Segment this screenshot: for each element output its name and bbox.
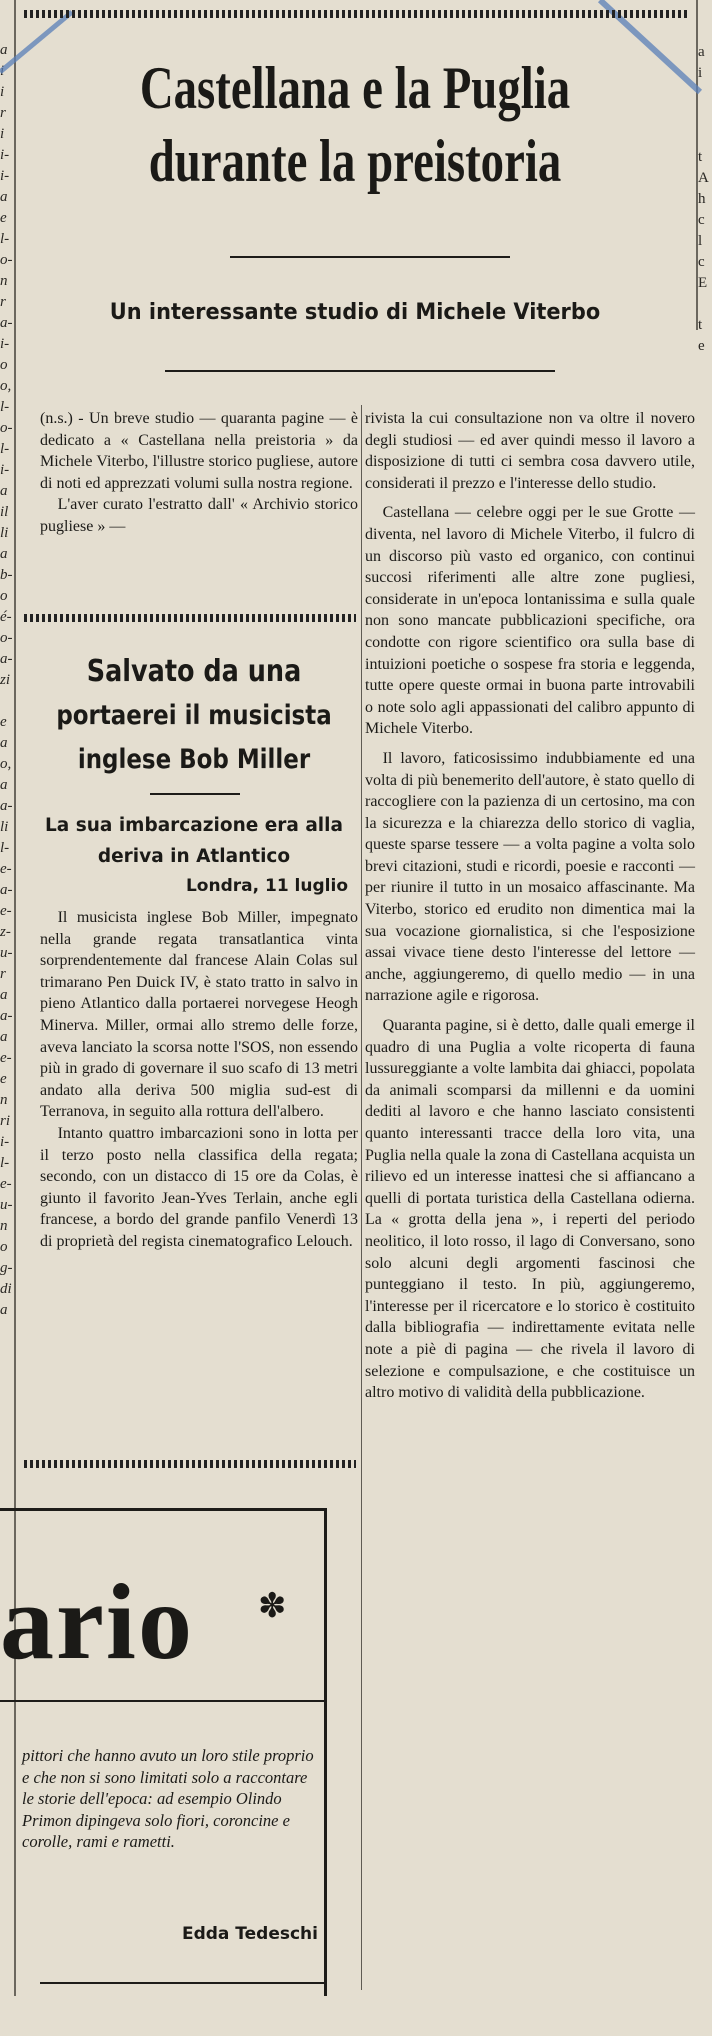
story-paragraph: Intanto quattro imbarcazioni sono in lotta per il terzo posto nella classifica della regata; secondo, con un distacco di 15 ore da Colas, è giunto il favorito Jean-Yves Terlain, anche egli francese, a bordo del grande panfilo Venerdì 13 di proprietà del regista cinematografico Lelouch.: [40, 1124, 358, 1250]
article-right-column: [365, 408, 695, 1404]
story-headline-line: inglese Bob Miller: [77, 744, 311, 775]
margin-fragment: t: [698, 317, 703, 333]
margin-fragment: zi: [0, 672, 11, 688]
margin-fragment: c: [698, 254, 705, 270]
margin-fragment: i-: [0, 1134, 10, 1150]
margin-fragment: a-: [0, 798, 12, 814]
margin-fragment: e: [0, 210, 7, 226]
margin-fragment: h: [698, 191, 706, 207]
margin-fragment: ri: [0, 1113, 11, 1129]
intro-paragraph: L'aver curato l'estratto dall' « Archivio storico pugliese » —: [40, 496, 358, 535]
margin-fragment: li: [0, 819, 9, 835]
margin-fragment: il: [0, 504, 9, 520]
box-author: Edda Tedeschi: [181, 1924, 318, 1944]
margin-fragment: o: [0, 357, 8, 373]
story-headline-line: portaerei il musicista: [56, 700, 332, 731]
margin-fragment: o: [0, 588, 8, 604]
margin-fragment: o,: [0, 756, 12, 772]
margin-fragment: i: [698, 65, 703, 81]
margin-fragment: r: [0, 294, 6, 310]
margin-fragment: l-: [0, 399, 10, 415]
margin-fragment: a: [0, 1029, 8, 1045]
margin-fragment: e-: [0, 903, 12, 919]
margin-fragment: e: [0, 1071, 7, 1087]
margin-fragment: a: [0, 189, 8, 205]
headline-rule: [230, 256, 510, 258]
margin-fragment: a: [0, 987, 8, 1003]
margin-fragment: b-: [0, 567, 12, 583]
column-divider: [361, 405, 362, 1990]
body-paragraph: Castellana — celebre oggi per le sue Grotte — diventa, nel lavoro di Michele Viterbo, il fulcro di un discorso più vasto ed organico, con continui succosi riferimenti alle altre zone pugliesi, considerate in un'epoca lontanissima e sulla quale non sono mancate pubblicazioni specifiche, ora condotte con rigore scientifico ora sulla base di intuizioni poetiche o sospese fra storia e leggenda, tutte opere queste ormai in buona parte introvabili o note solo agli appassionati del calibro appunto di Michele Viterbo.: [365, 504, 695, 738]
margin-fragment: u-: [0, 945, 12, 961]
margin-fragment: a: [0, 546, 8, 562]
box-right-border: [324, 1508, 327, 1996]
margin-fragment: i-: [0, 147, 10, 163]
margin-fragment: E: [698, 275, 708, 291]
margin-fragment: i: [0, 63, 5, 79]
article-subhead: Un interessante studio di Michele Viterbo: [109, 300, 601, 325]
margin-fragment: a: [0, 483, 8, 499]
intro-column: [40, 408, 358, 538]
margin-fragment: e-: [0, 861, 12, 877]
margin-fragment: o-: [0, 630, 12, 646]
margin-fragment: l-: [0, 840, 10, 856]
margin-fragment: n: [0, 1218, 8, 1234]
story-dateline: Londra, 11 luglio: [185, 876, 348, 896]
margin-fragment: [698, 294, 712, 315]
margin-fragment: a-: [0, 651, 12, 667]
story-column: [40, 907, 358, 1253]
margin-fragment: e: [0, 714, 7, 730]
margin-fragment: c: [698, 212, 705, 228]
margin-fragment: e: [698, 338, 705, 354]
left-column-rule: [14, 0, 16, 1996]
margin-fragment: e-: [0, 1050, 12, 1066]
box-title-fragment: ario: [0, 1563, 194, 1682]
margin-fragment: di: [0, 1281, 12, 1297]
article-headline: Castellana e la Puglia durante la preistoria: [139, 55, 571, 194]
margin-fragment: a-: [0, 315, 12, 331]
margin-fragment: l-: [0, 441, 10, 457]
subhead-rule: [165, 370, 555, 372]
margin-fragment: u-: [0, 1197, 12, 1213]
margin-fragment: o,: [0, 378, 12, 394]
margin-fragment: li: [0, 525, 9, 541]
margin-fragment: i: [0, 126, 5, 142]
margin-fragment: g-: [0, 1260, 12, 1276]
box-body-text: pittori che hanno avuto un loro stile proprio e che non si sono limitati solo a raccontare le storie dell'epoca: ad esempio Olindo Primon dipingeva solo fiori, coroncine e corolle, rami e rametti.: [22, 1746, 314, 1852]
top-rule: [24, 10, 688, 18]
margin-fragment: A: [698, 170, 709, 186]
margin-fragment: a: [0, 42, 8, 58]
margin-fragment: é-: [0, 609, 12, 625]
margin-fragment: r: [0, 105, 6, 121]
story-headline-rule: [150, 793, 240, 795]
box-bottom-rule: [40, 1982, 324, 1984]
body-paragraph: Il lavoro, faticosissimo indubbiamente ed una volta di più benemerito dell'autore, è stato quello di raccogliere con la pazienza di un certosino, ma con la sicurezza e la chiarezza dello storico di vaglia, queste sparse tessere — a volta pagine a volta solo brevi citazioni, studi e ricordi, poesie e racconti — per riunire il tutto in un mosaico affascinante. Ma Viterbo, storico ed erudito non dimentica mai la sua vocazione giornalistica, si che l'esposizione assai vivace tiene desto l'interesse del lettore — anche, aggiungeremo, di quello medio — in una narrazione agile e rigorosa.: [365, 749, 695, 1005]
margin-fragment: e-: [0, 1176, 12, 1192]
margin-fragment: a: [698, 44, 705, 60]
margin-fragment: z-: [0, 924, 11, 940]
margin-fragment: i-: [0, 336, 10, 352]
pen-stroke-left: [0, 12, 72, 72]
margin-fragment: n: [0, 1092, 8, 1108]
margin-fragment: o-: [0, 252, 12, 268]
margin-fragment: i-: [0, 462, 10, 478]
margin-fragment: l: [698, 233, 703, 249]
margin-fragment: o: [0, 1239, 8, 1255]
margin-fragment: a-: [0, 1008, 12, 1024]
ornament-icon: ✽: [258, 1586, 287, 1626]
body-paragraph: Quaranta pagine, si è detto, dalle quali emerge il quadro di una Puglia a volte ricoperta di fauna lussureggiante a volte lambita dai ghiacci, popolata da animali scomparsi da millenni e da uomini dediti al lavoro e che hanno lasciato consistenti quanto interessanti tracce della loro vita, una Puglia nella quale la zona di Castellana acquista un rilievo ed un interesse inattesi che si affiancano a quelli di portata turistica della Castellana odierna. La « grotta della jena », i reperti del periodo neolitico, il loto rosso, il lago di Conversano, sono solo alcuni degli argomenti fascinosi che punteggiano il testo. In più, aggiungeremo, l'interesse per il ricercatore e lo storico è costituito dalla bibliografia — indirettamente evitata nelle note a piè di pagina — che rivela il lavoro di selezione e compulsazione, e che costituisce un altro motivo di validità della pubblicazione.: [365, 1017, 695, 1402]
story-headline: [24, 650, 364, 782]
body-paragraph: rivista la cui consultazione non va oltre il novero degli studiosi — ed aver quindi messo il lavoro a disposizione di tutti ci sembra cosa davvero utile, considerati il prezzo e l'interesse dello studio.: [365, 410, 695, 492]
margin-fragment: l-: [0, 231, 10, 247]
left-margin-strip: [0, 0, 12, 2036]
margin-fragment: a: [0, 777, 8, 793]
margin-fragment: a: [0, 735, 8, 751]
margin-fragment: l-: [0, 1155, 10, 1171]
story-headline-line: Salvato da una: [86, 654, 302, 689]
margin-fragment: n: [0, 273, 8, 289]
box-title-rule: [0, 1700, 326, 1702]
margin-fragment: r: [0, 966, 6, 982]
margin-fragment: [698, 126, 712, 147]
story-paragraph: Il musicista inglese Bob Miller, impegnato nella grande regata transatlantica vinta sorprendentemente dal francese Alain Colas sul trimarano Pen Duick IV, è stato tratto in salvo in pieno Atlantico dalla portaerei norvegese Heogh Minerva. Miller, ormai allo stremo delle forze, aveva lanciato la scorsa notte l'SOS, non essendo più in grado di governare il suo scafo di 13 metri andato alla deriva 500 miglia sud-est di Terranova, in seguito alla rottura dell'albero.: [40, 909, 358, 1121]
margin-fragment: t: [698, 149, 703, 165]
margin-fragment: i-: [0, 168, 10, 184]
story-subhead: La sua imbarcazione era alla deriva in Atlantico: [45, 815, 343, 867]
intro-paragraph: (n.s.) - Un breve studio — quaranta pagine — è dedicato a « Castellana nella preistoria » da Michele Viterbo, l'illustre storico pugliese, autore di noti ed apprezzati volumi sulla nostra regione.: [40, 410, 358, 492]
margin-fragment: a: [0, 1302, 8, 1318]
margin-fragment: [0, 691, 12, 712]
box-top-border: [0, 1508, 326, 1511]
story-separator-top: [24, 614, 356, 622]
margin-fragment: a-: [0, 882, 12, 898]
margin-fragment: o-: [0, 420, 12, 436]
margin-fragment: i: [0, 84, 5, 100]
story-separator-bottom: [24, 1460, 356, 1468]
